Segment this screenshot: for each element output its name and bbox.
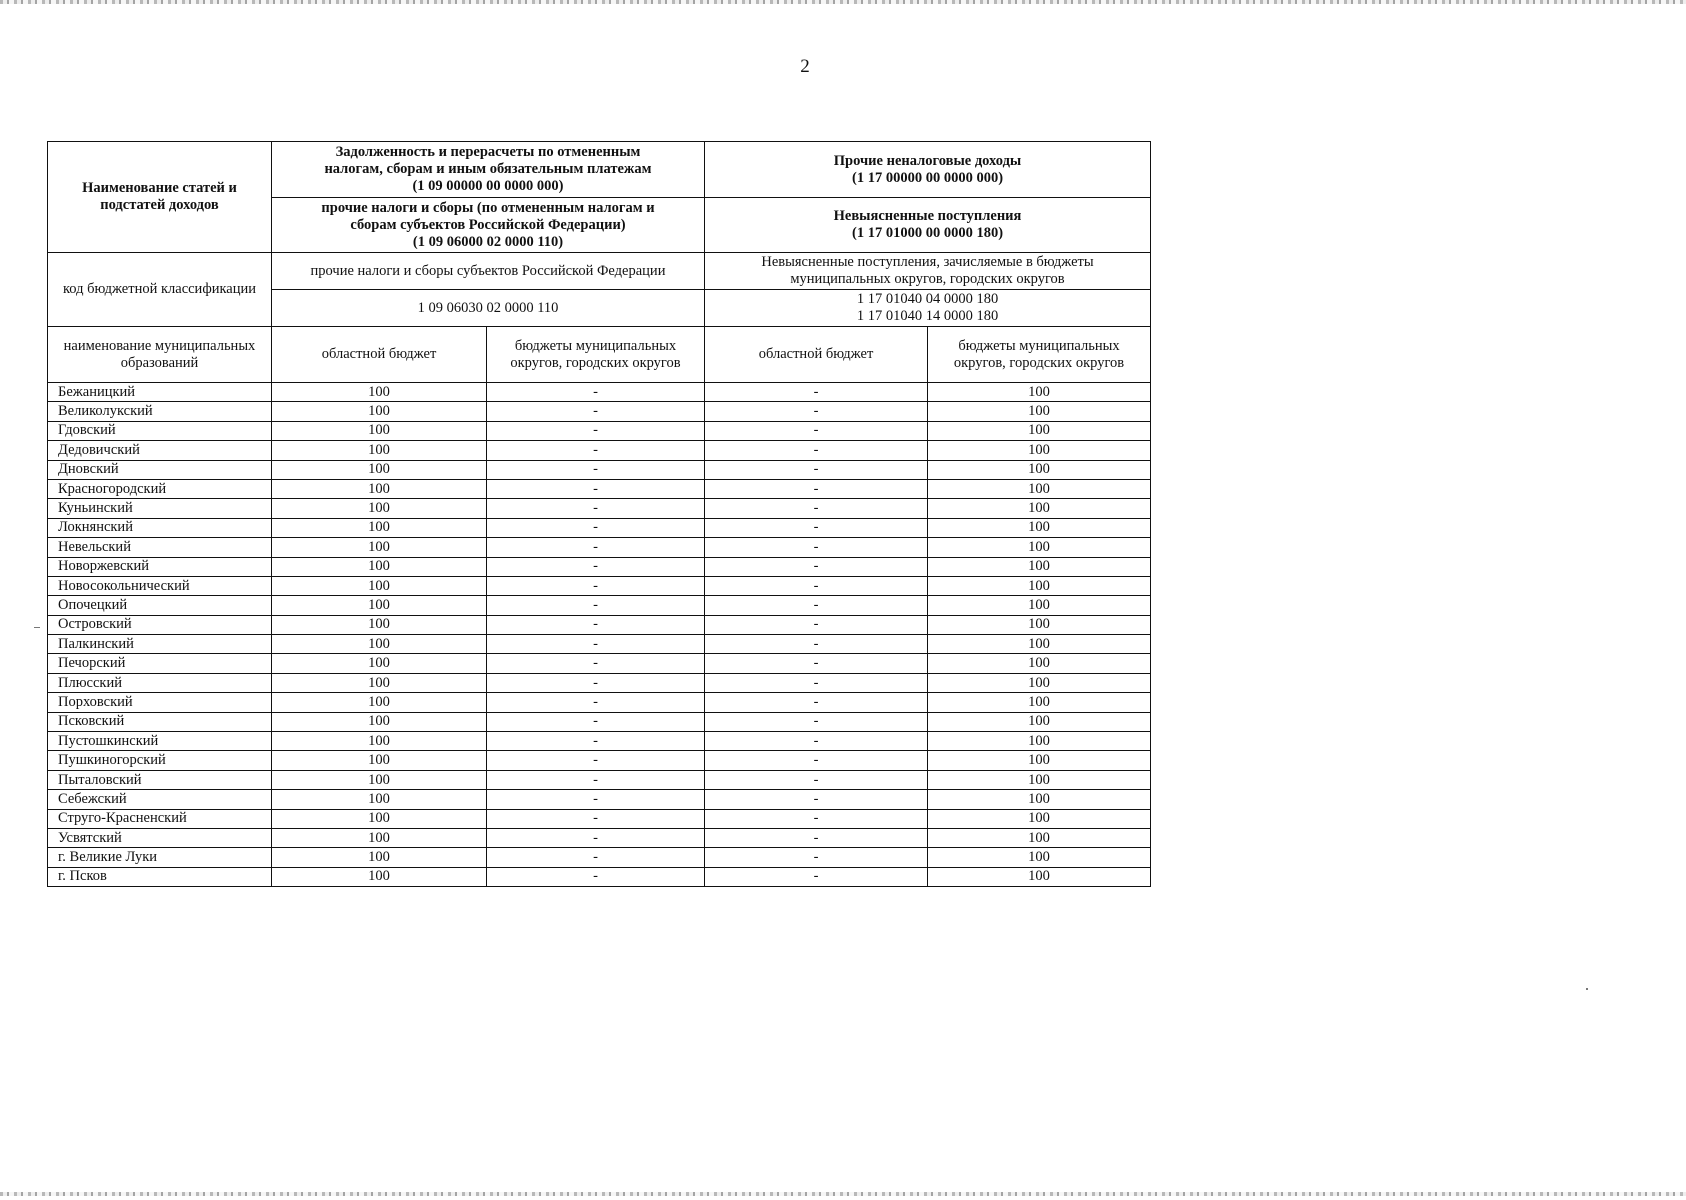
cell-regional-budget: - [705, 848, 928, 867]
table-row [48, 712, 1151, 731]
municipality-name: Усвятский [48, 828, 272, 847]
group2-title-line1: Прочие неналоговые доходы [833, 152, 1022, 169]
cell-regional-budget: 100 [272, 732, 487, 751]
municipality-name: Палкинский [48, 635, 272, 654]
cell-municipal-budget: - [487, 557, 705, 576]
cell-regional-budget: 100 [272, 693, 487, 712]
group1-title [272, 142, 705, 198]
cell-regional-budget: - [705, 673, 928, 692]
cell-municipal-budget: - [487, 479, 705, 498]
group2-sub-line1: Невыясненные поступления [833, 208, 1022, 224]
cell-municipal-budget: - [487, 518, 705, 537]
cell-municipal-budget: 100 [928, 635, 1151, 654]
cell-municipal-budget: 100 [928, 693, 1151, 712]
municipality-name: г. Псков [48, 867, 272, 886]
group2-kbk-line1: 1 17 01040 04 0000 180 [856, 291, 999, 307]
municipality-name: Бежаницкий [48, 383, 272, 402]
page-number: 2 [800, 56, 810, 77]
cell-regional-budget: 100 [272, 809, 487, 828]
cell-regional-budget: 100 [272, 770, 487, 789]
municipality-name: Опочецкий [48, 596, 272, 615]
cell-municipal-budget: - [487, 693, 705, 712]
table-row [48, 557, 1151, 576]
scan-edge-top [0, 0, 1686, 4]
municipality-name: Печорский [48, 654, 272, 673]
table-row [48, 518, 1151, 537]
cell-municipal-budget: - [487, 615, 705, 634]
cell-regional-budget: 100 [272, 615, 487, 634]
row-label-header: Наименование статей и подстатей доходов [48, 142, 272, 253]
table-row [48, 596, 1151, 615]
cell-regional-budget: - [705, 615, 928, 634]
table-row [48, 693, 1151, 712]
cell-regional-budget: - [705, 441, 928, 460]
group1-title-code: (1 09 00000 00 0000 000) [412, 178, 564, 194]
cell-municipal-budget: 100 [928, 790, 1151, 809]
cell-regional-budget: - [705, 421, 928, 440]
table-row [48, 673, 1151, 692]
cell-regional-budget: 100 [272, 441, 487, 460]
cell-municipal-budget: 100 [928, 576, 1151, 595]
cell-regional-budget: 100 [272, 596, 487, 615]
cell-regional-budget: 100 [272, 538, 487, 557]
cell-regional-budget: - [705, 751, 928, 770]
cell-regional-budget: - [705, 809, 928, 828]
cell-municipal-budget: 100 [928, 441, 1151, 460]
table-row [48, 790, 1151, 809]
cell-municipal-budget: 100 [928, 402, 1151, 421]
municipality-name: Невельский [48, 538, 272, 557]
cell-municipal-budget: 100 [928, 654, 1151, 673]
cell-regional-budget: - [705, 576, 928, 595]
cell-regional-budget: 100 [272, 635, 487, 654]
group1-sub-line1: прочие налоги и сборы (по отмененным налогам и [321, 199, 655, 216]
table-row [48, 615, 1151, 634]
cell-municipal-budget: 100 [928, 673, 1151, 692]
column-header: бюджеты муниципальных округов, городских округов [928, 327, 1151, 383]
cell-regional-budget: 100 [272, 712, 487, 731]
cell-municipal-budget: - [487, 421, 705, 440]
cell-regional-budget: - [705, 499, 928, 518]
kbk-label: код бюджетной классификации [48, 253, 272, 327]
cell-municipal-budget: 100 [928, 596, 1151, 615]
cell-regional-budget: - [705, 460, 928, 479]
cell-municipal-budget: 100 [928, 867, 1151, 886]
column-header: областной бюджет [272, 327, 487, 383]
table-row [48, 751, 1151, 770]
cell-regional-budget: - [705, 538, 928, 557]
municipality-name: Дедовичский [48, 441, 272, 460]
cell-regional-budget: 100 [272, 479, 487, 498]
table-row [48, 732, 1151, 751]
cell-municipal-budget: - [487, 867, 705, 886]
cell-regional-budget: - [705, 635, 928, 654]
cell-regional-budget: 100 [272, 867, 487, 886]
cell-municipal-budget: 100 [928, 538, 1151, 557]
table-row [48, 848, 1151, 867]
cell-regional-budget: 100 [272, 383, 487, 402]
cell-municipal-budget: - [487, 712, 705, 731]
municipality-name: Порховский [48, 693, 272, 712]
municipality-name: Себежский [48, 790, 272, 809]
cell-regional-budget: 100 [272, 828, 487, 847]
cell-municipal-budget: 100 [928, 499, 1151, 518]
cell-municipal-budget: 100 [928, 615, 1151, 634]
column-header: областной бюджет [705, 327, 928, 383]
group1-subtitle [272, 198, 705, 253]
group1-detail: прочие налоги и сборы субъектов Российской Федерации [272, 253, 705, 290]
scan-mark [1586, 988, 1588, 990]
cell-municipal-budget: 100 [928, 732, 1151, 751]
group2-kbk-line2: 1 17 01040 14 0000 180 [856, 308, 999, 324]
cell-municipal-budget: - [487, 770, 705, 789]
cell-regional-budget: 100 [272, 576, 487, 595]
municipality-name: Струго-Красненский [48, 809, 272, 828]
cell-municipal-budget: 100 [928, 383, 1151, 402]
table-row [48, 809, 1151, 828]
table-row [48, 441, 1151, 460]
cell-regional-budget: - [705, 596, 928, 615]
cell-regional-budget: - [705, 790, 928, 809]
table-row [48, 402, 1151, 421]
cell-municipal-budget: - [487, 460, 705, 479]
cell-municipal-budget: - [487, 848, 705, 867]
municipality-name: Островский [48, 615, 272, 634]
group1-kbk: 1 09 06030 02 0000 110 [272, 290, 705, 327]
cell-municipal-budget: - [487, 828, 705, 847]
cell-municipal-budget: - [487, 596, 705, 615]
cell-regional-budget: 100 [272, 751, 487, 770]
group2-title [705, 142, 1151, 198]
table-row [48, 635, 1151, 654]
cell-municipal-budget: 100 [928, 518, 1151, 537]
group2-detail-line1: Невыясненные поступления, зачисляемые в бюджеты [761, 254, 1094, 270]
cell-regional-budget: - [705, 828, 928, 847]
table-row [48, 867, 1151, 886]
group2-kbk [705, 290, 1151, 327]
cell-regional-budget: 100 [272, 673, 487, 692]
cell-municipal-budget: 100 [928, 751, 1151, 770]
table-row [48, 828, 1151, 847]
table-row [48, 654, 1151, 673]
cell-regional-budget: - [705, 557, 928, 576]
group1-title-line2: налогам, сборам и иным обязательным платежам [324, 161, 652, 177]
scan-mark [34, 627, 40, 628]
cell-municipal-budget: 100 [928, 557, 1151, 576]
municipality-name: Пустошкинский [48, 732, 272, 751]
municipality-name: Плюсский [48, 673, 272, 692]
cell-regional-budget: - [705, 693, 928, 712]
cell-municipal-budget: - [487, 383, 705, 402]
cell-regional-budget: - [705, 712, 928, 731]
municipality-name: г. Великие Луки [48, 848, 272, 867]
cell-municipal-budget: - [487, 441, 705, 460]
cell-municipal-budget: - [487, 402, 705, 421]
cell-regional-budget: 100 [272, 848, 487, 867]
municipality-name: Новоржевский [48, 557, 272, 576]
cell-municipal-budget: - [487, 732, 705, 751]
table-row [48, 770, 1151, 789]
cell-regional-budget: - [705, 518, 928, 537]
municipality-name: Новосокольнический [48, 576, 272, 595]
cell-municipal-budget: - [487, 751, 705, 770]
cell-regional-budget: - [705, 654, 928, 673]
column-header: бюджеты муниципальных округов, городских округов [487, 327, 705, 383]
group2-subtitle [705, 198, 1151, 253]
cell-municipal-budget: - [487, 499, 705, 518]
table-row [48, 499, 1151, 518]
cell-regional-budget: - [705, 402, 928, 421]
cell-regional-budget: 100 [272, 518, 487, 537]
group1-sub-line2: сборам субъектов Российской Федерации) [350, 216, 626, 233]
cell-regional-budget: - [705, 479, 928, 498]
cell-regional-budget: 100 [272, 421, 487, 440]
municipality-name: Псковский [48, 712, 272, 731]
cell-regional-budget: 100 [272, 557, 487, 576]
cell-municipal-budget: 100 [928, 770, 1151, 789]
revenue-distribution-table [47, 141, 1151, 887]
table-row [48, 538, 1151, 557]
cell-municipal-budget: - [487, 635, 705, 654]
cell-regional-budget: 100 [272, 654, 487, 673]
cell-municipal-budget: 100 [928, 421, 1151, 440]
group1-title-line1: Задолженность и перерасчеты по отмененным [335, 144, 641, 160]
cell-regional-budget: - [705, 867, 928, 886]
group1-sub-code: (1 09 06000 02 0000 110) [412, 233, 564, 250]
cell-regional-budget: - [705, 732, 928, 751]
cell-municipal-budget: - [487, 673, 705, 692]
cell-regional-budget: - [705, 770, 928, 789]
cell-regional-budget: 100 [272, 402, 487, 421]
scan-edge-bottom [0, 1192, 1686, 1196]
cell-regional-budget: 100 [272, 460, 487, 479]
cell-municipal-budget: - [487, 538, 705, 557]
municipality-name: Дновский [48, 460, 272, 479]
cell-municipal-budget: - [487, 809, 705, 828]
table-row [48, 421, 1151, 440]
group2-detail-line2: муниципальных округов, городских округов [790, 271, 1065, 287]
group2-title-code: (1 17 00000 00 0000 000) [851, 169, 1004, 186]
municipality-name: Куньинский [48, 499, 272, 518]
municipality-name: Пушкиногорский [48, 751, 272, 770]
cell-municipal-budget: 100 [928, 828, 1151, 847]
cell-municipal-budget: - [487, 654, 705, 673]
municipality-name: Локнянский [48, 518, 272, 537]
table-row [48, 576, 1151, 595]
municipality-name: Красногородский [48, 479, 272, 498]
cell-regional-budget: 100 [272, 499, 487, 518]
table-row [48, 479, 1151, 498]
cell-municipal-budget: 100 [928, 460, 1151, 479]
cell-regional-budget: 100 [272, 790, 487, 809]
table-row [48, 460, 1151, 479]
cell-municipal-budget: - [487, 790, 705, 809]
municipal-label: наименование муниципальных образований [48, 327, 272, 383]
cell-municipal-budget: 100 [928, 848, 1151, 867]
cell-municipal-budget: 100 [928, 809, 1151, 828]
cell-municipal-budget: 100 [928, 712, 1151, 731]
cell-regional-budget: - [705, 383, 928, 402]
municipality-name: Гдовский [48, 421, 272, 440]
table-row [48, 383, 1151, 402]
cell-municipal-budget: - [487, 576, 705, 595]
municipality-name: Пыталовский [48, 770, 272, 789]
group2-sub-code: (1 17 01000 00 0000 180) [851, 225, 1004, 241]
cell-municipal-budget: 100 [928, 479, 1151, 498]
municipality-name: Великолукский [48, 402, 272, 421]
group2-detail [705, 253, 1151, 290]
